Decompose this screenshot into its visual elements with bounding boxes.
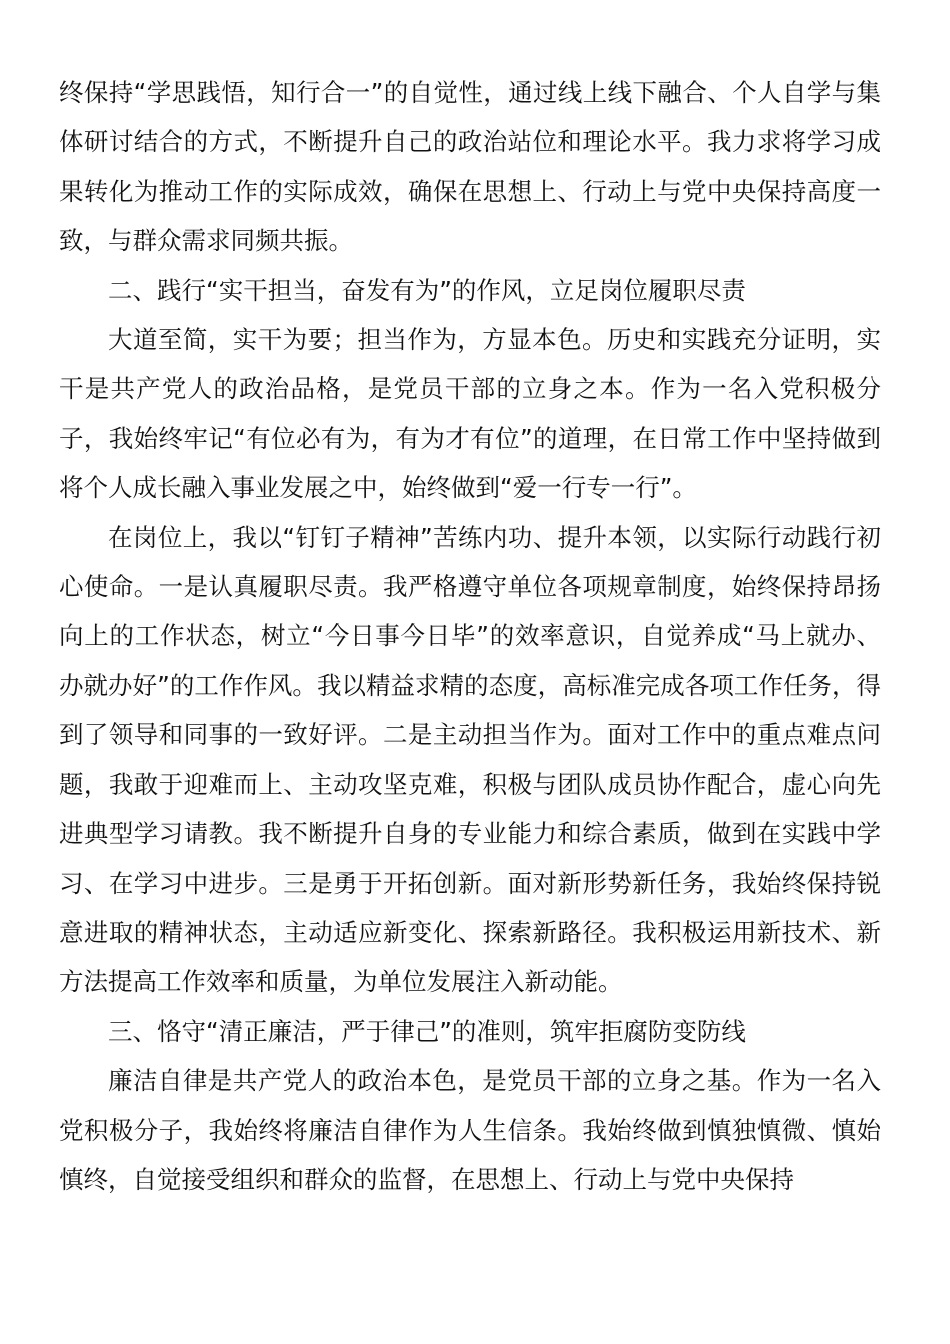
section-heading-3: 三、恪守“清正廉洁，严于律己”的准则，筑牢拒腐防变防线 bbox=[108, 1016, 746, 1046]
paragraph-continuation: 终保持“学思践悟，知行合一”的自觉性，通过线上线下融合、个人自学与集体研讨结合的方式，不断提升自己的政治站位和理论水平。我力求将学习成果转化为推动工作的实际成效，确保在思想上、行动上与党中央保持高度一致，与群众需求同频共振。 bbox=[59, 78, 881, 256]
paragraph-practical-work: 大道至简，实干为要；担当作为，方显本色。历史和实践充分证明，实干是共产党人的政治品格，是党员干部的立身之本。作为一名入党积极分子，我始终牢记“有位必有为，有为才有位”的道理，在日常工作中坚持做到将个人成长融入事业发展之中，始终做到“爱一行专一行”。 bbox=[59, 325, 881, 503]
paragraph-on-the-job: 在岗位上，我以“钉钉子精神”苦练内功、提升本领，以实际行动践行初心使命。一是认真履职尽责。我严格遵守单位各项规章制度，始终保持昂扬向上的工作状态，树立“今日事今日毕”的效率意识，自觉养成“马上就办、办就办好”的工作作风。我以精益求精的态度，高标准完成各项工作任务，得到了领导和同事的一致好评。二是主动担当作为。面对工作中的重点难点问题，我敢于迎难而上、主动攻坚克难，积极与团队成员协作配合，虚心向先进典型学习请教。我不断提升自身的专业能力和综合素质，做到在实践中学习、在学习中进步。三是勇于开拓创新。面对新形势新任务，我始终保持锐意进取的精神状态，主动适应新变化、探索新路径。我积极运用新技术、新方法提高工作效率和质量，为单位发展注入新动能。 bbox=[59, 522, 881, 997]
section-heading-2: 二、践行“实干担当，奋发有为”的作风，立足岗位履职尽责 bbox=[108, 275, 746, 305]
paragraph-integrity: 廉洁自律是共产党人的政治本色，是党员干部的立身之基。作为一名入党积极分子，我始终将廉洁自律作为人生信条。我始终做到慎独慎微、慎始慎终，自觉接受组织和群众的监督，在思想上、行动上与党中央保持 bbox=[59, 1066, 881, 1194]
document-body bbox=[59, 68, 881, 1204]
